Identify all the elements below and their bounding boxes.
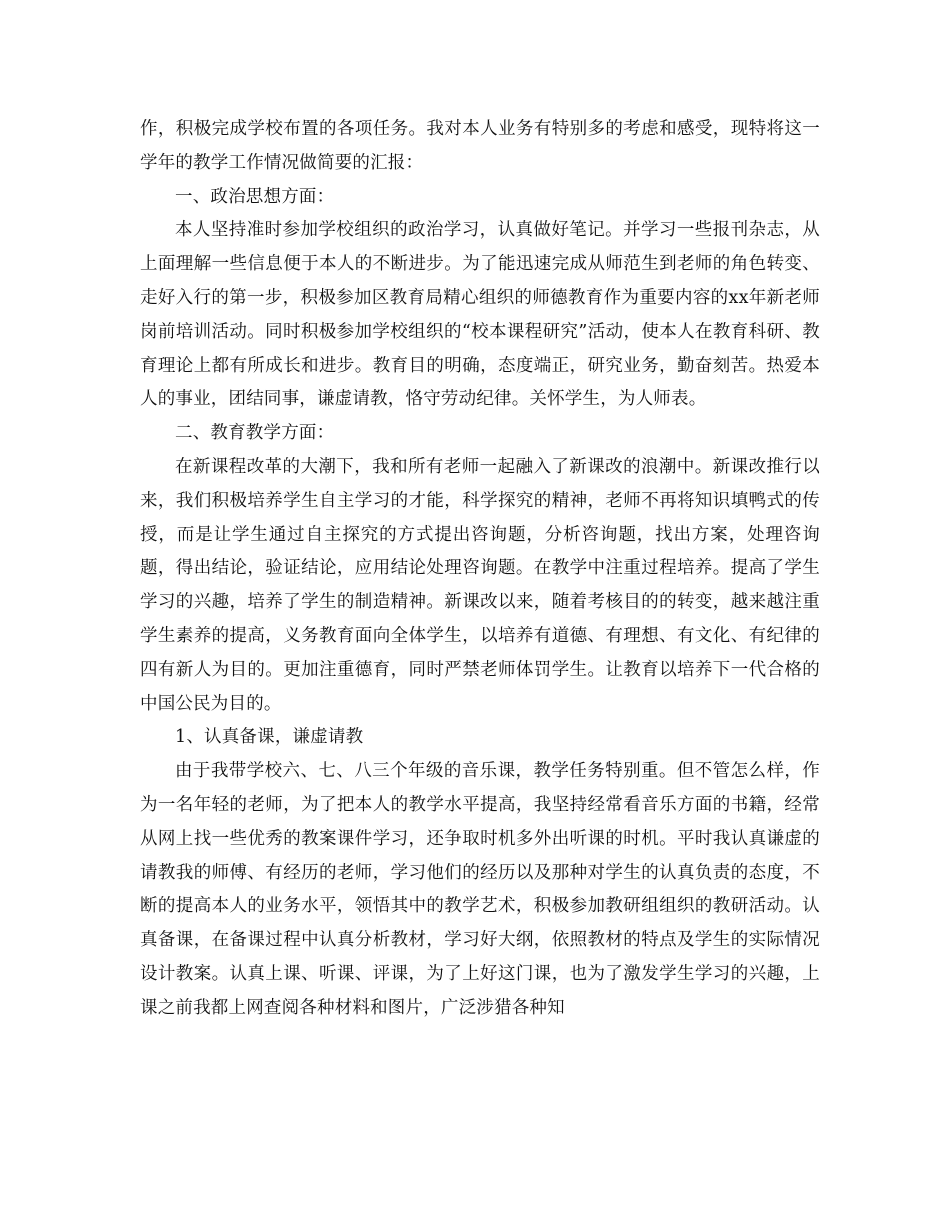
paragraph-continuation: 作，积极完成学校布置的各项任务。我对本人业务有特别多的考虑和感受，现特将这一学年的教学工作情况做简要的汇报： [140,119,820,173]
subsection-heading-lesson-prep: 1、认真备课，谦虚请教 [175,727,364,748]
section-heading-teaching: 二、教育教学方面： [175,423,335,444]
paragraph-teaching: 在新课程改革的大潮下，我和所有老师一起融入了新课改的浪潮中。新课改推行以来，我们积极培养学生自主学习的才能，科学探究的精神，老师不再将知识填鸭式的传授，而是让学生通过自主探究的方式提出咨询题，分析咨询题，找出方案，处理咨询题，得出结论，验证结论，应用结论处理咨询题。在教学中注重过程培养。提高了学生学习的兴趣，培养了学生的制造精神。新课改以来，随着考核目的的转变，越来越注重学生素养的提高，义务教育面向全体学生，以培养有道德、有理想、有文化、有纪律的四有新人为目的。更加注重德育，同时严禁老师体罚学生。让教育以培养下一代合格的中国公民为目的。 [140,456,820,714]
section-heading-political: 一、政治思想方面： [175,186,335,207]
document-body [140,113,820,1026]
paragraph-lesson-prep: 由于我带学校六、七、八三个年级的音乐课，教学任务特别重。但不管怎么样，作为一名年轻的老师，为了把本人的教学水平提高，我坚持经常看音乐方面的书籍，经常从网上找一些优秀的教案课件学习，还争取时机多外出听课的时机。平时我认真谦虚的请教我的师傅、有经历的老师，学习他们的经历以及那种对学生的认真负责的态度，不断的提高本人的业务水平，领悟其中的教学艺术，积极参加教研组组织的教研活动。认真备课，在备课过程中认真分析教材，学习好大纲，依照教材的特点及学生的实际情况设计教案。认真上课、听课、评课，为了上好这门课，也为了激发学生学习的兴趣，上课之前我都上网查阅各种材料和图片，广泛涉猎各种知 [140,761,820,1018]
paragraph-political: 本人坚持准时参加学校组织的政治学习，认真做好笔记。并学习一些报刊杂志，从上面理解一些信息便于本人的不断进步。为了能迅速完成从师范生到老师的角色转变、走好入行的第一步，积极参加区教育局精心组织的师德教育作为重要内容的xx年新老师岗前培训活动。同时积极参加学校组织的“校本课程研究”活动，使本人在教育科研、教育理论上都有所成长和进步。教育目的明确，态度端正，研究业务，勤奋刻苦。热爱本人的事业，团结同事，谦虚请教，恪守劳动纪律。关怀学生，为人师表。 [140,220,820,410]
